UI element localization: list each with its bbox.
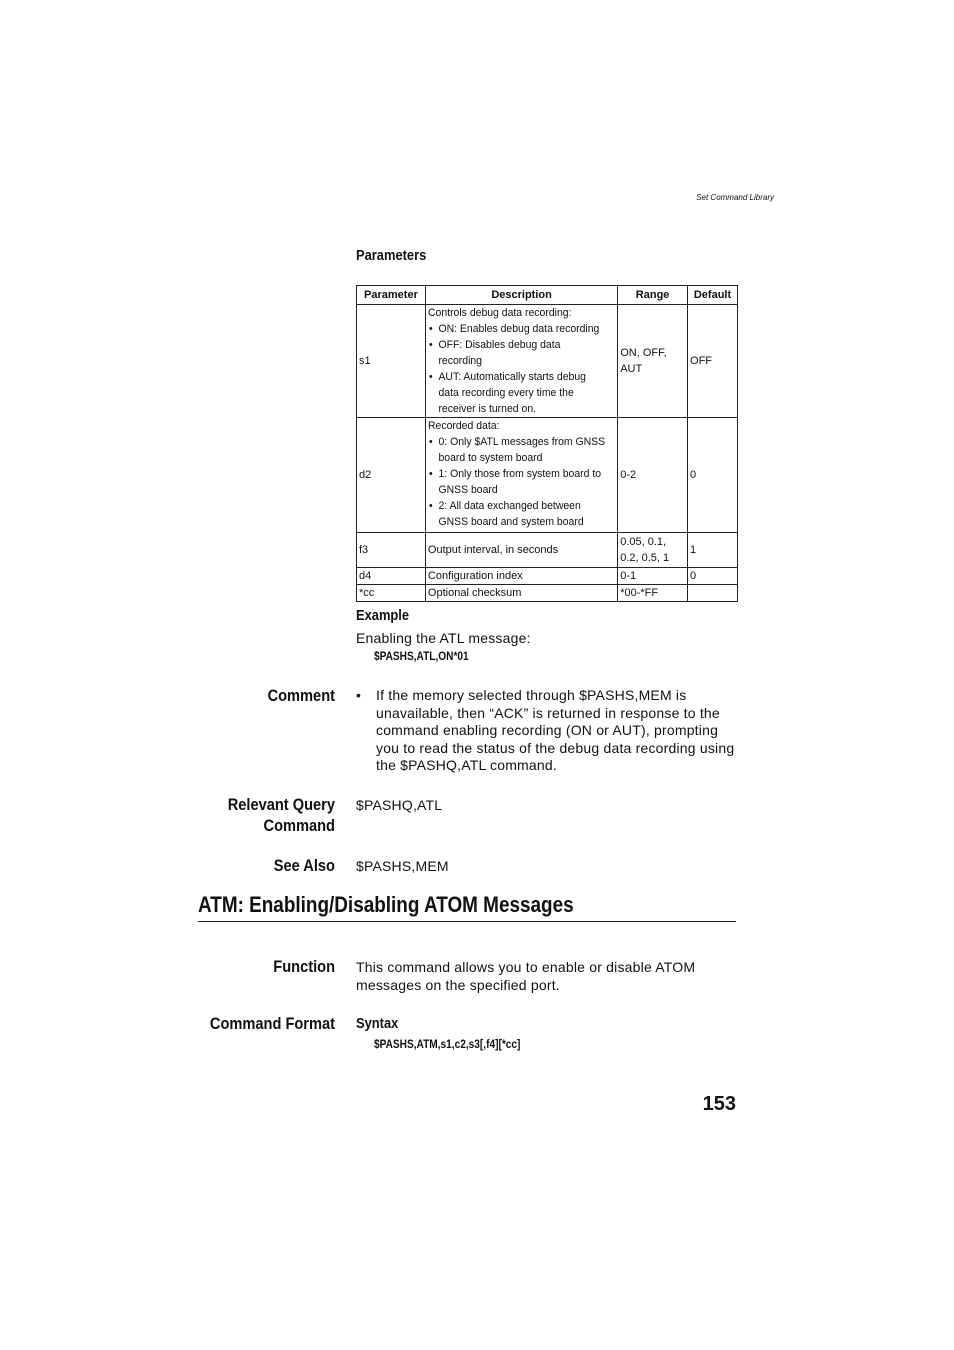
- description-cell: Configuration index: [425, 568, 617, 585]
- table-row: [357, 568, 738, 585]
- column-header: Parameter: [357, 286, 426, 305]
- table-row: [357, 418, 738, 533]
- parameters-heading: Parameters: [356, 247, 427, 264]
- list-item: • 1: Only those from system board to GNSS board: [428, 466, 606, 498]
- description-list: [428, 434, 606, 530]
- syntax-code: $PASHS,ATM,s1,c2,s3[,f4][*cc]: [374, 1039, 521, 1051]
- default-cell: 0: [688, 418, 738, 533]
- list-item: • OFF: Disables debug data recording: [428, 337, 606, 369]
- range-cell: ON, OFF, AUT: [618, 305, 688, 418]
- command-format-label: Command Format: [209, 1014, 335, 1033]
- list-item: • AUT: Automatically starts debug data recording every time the receiver is turned on.: [428, 369, 606, 417]
- param-cell: *cc: [357, 585, 426, 602]
- description-intro: Controls debug data recording:: [427, 307, 572, 319]
- section-title: ATM: Enabling/Disabling ATOM Messages: [198, 892, 574, 917]
- description-cell: Optional checksum: [425, 585, 617, 602]
- table-row: [357, 533, 738, 568]
- section-divider: [198, 921, 736, 922]
- range-cell: *00-*FF: [618, 585, 688, 602]
- example-code: $PASHS,ATL,ON*01: [374, 651, 469, 663]
- table-row: [357, 305, 738, 418]
- param-cell: d2: [357, 418, 426, 533]
- function-text: This command allows you to enable or disable ATOM messages on the specified port.: [356, 959, 696, 993]
- table-header-row: [357, 286, 738, 305]
- relevant-query-value: $PASHQ,ATL: [356, 797, 443, 813]
- table-row: [357, 585, 738, 602]
- comment-label: Comment: [267, 686, 335, 705]
- syntax-heading: Syntax: [356, 1015, 399, 1032]
- range-cell: 0-1: [618, 568, 688, 585]
- default-cell: 0: [688, 568, 738, 585]
- param-cell: f3: [357, 533, 426, 568]
- range-cell: 0.05, 0.1, 0.2, 0.5, 1: [618, 533, 688, 568]
- column-header: Default: [688, 286, 738, 305]
- list-item: • 2: All data exchanged between GNSS board and system board: [428, 498, 606, 530]
- relevant-query-label-line1: Relevant Query: [227, 795, 335, 814]
- param-cell: s1: [357, 305, 426, 418]
- default-cell: OFF: [688, 305, 738, 418]
- range-cell: 0-2: [618, 418, 688, 533]
- see-also-value: $PASHS,MEM: [356, 858, 449, 874]
- see-also-label: See Also: [273, 856, 335, 875]
- list-item: • ON: Enables debug data recording: [428, 321, 606, 337]
- description-cell: [425, 418, 617, 533]
- description-cell: [425, 305, 617, 418]
- running-head: Set Command Library: [696, 193, 774, 202]
- comment-list: [356, 687, 738, 775]
- column-header: Description: [425, 286, 617, 305]
- default-cell: 1: [688, 533, 738, 568]
- relevant-query-label-line2: Command: [263, 816, 335, 835]
- relevant-query-label: [77, 794, 335, 836]
- function-label: Function: [273, 957, 335, 976]
- parameters-table: [356, 285, 738, 602]
- param-cell: d4: [357, 568, 426, 585]
- page-number: 153: [702, 1093, 736, 1115]
- description-cell: Output interval, in seconds: [425, 533, 617, 568]
- description-intro: Recorded data:: [427, 420, 500, 432]
- column-header: Range: [618, 286, 688, 305]
- example-text: Enabling the ATL message:: [356, 630, 531, 646]
- description-list: [428, 321, 606, 417]
- list-item: • If the memory selected through $PASHS,MEM is unavailable, then “ACK” is returned in response to the command enabling recording (ON or AUT), prompting you to read the status of the debug data recording using the $PASHQ,ATL command.: [356, 687, 738, 775]
- list-item: • 0: Only $ATL messages from GNSS board to system board: [428, 434, 606, 466]
- example-heading: Example: [356, 607, 410, 624]
- default-cell: [688, 585, 738, 602]
